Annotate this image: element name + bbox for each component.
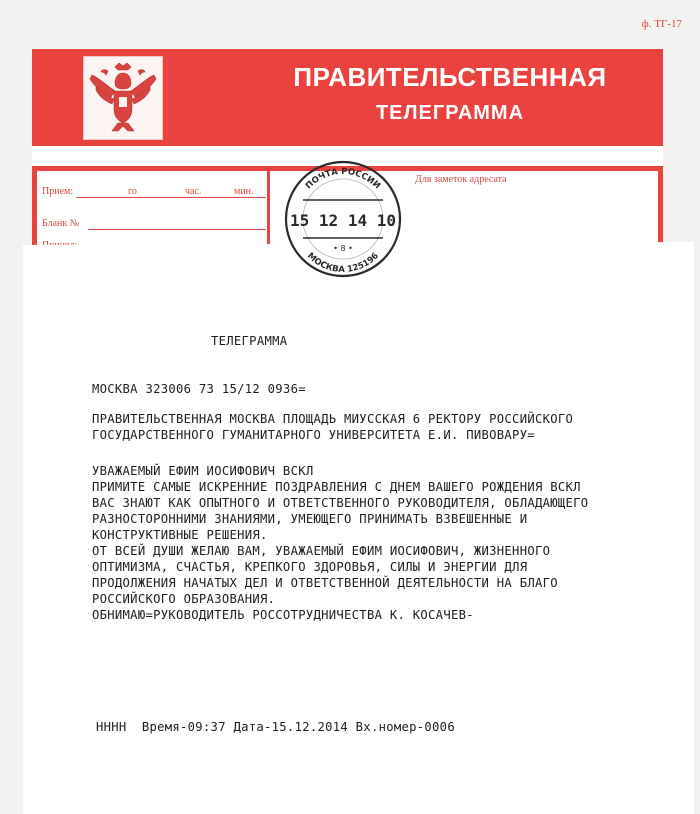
body-line: УВАЖАЕМЫЙ ЕФИМ ИОСИФОВИЧ ВСКЛ <box>92 464 314 478</box>
received-underline <box>76 197 266 198</box>
stamp-top-text: ПОЧТА РОССИИ <box>303 166 383 192</box>
received-hour-label: час. <box>185 186 202 197</box>
blank-underline <box>88 229 266 230</box>
body-line: ВАС ЗНАЮТ КАК ОПЫТНОГО И ОТВЕТСТВЕННОГО РУКОВОДИТЕЛЯ, ОБЛАДАЮЩЕГО <box>92 496 589 510</box>
body-line: РАЗНОСТОРОННИМИ ЗНАНИЯМИ, УМЕЮЩЕГО ПРИНИМАТЬ ВЗВЕШЕННЫЕ И <box>92 512 528 526</box>
address-line: ПРАВИТЕЛЬСТВЕННАЯ МОСКВА ПЛОЩАДЬ МИУССКАЯ 6 РЕКТОРУ РОССИЙСКОГО <box>92 412 574 426</box>
form-code: ф. ТГ-17 <box>641 18 682 30</box>
telegram-heading: ТЕЛЕГРАММА <box>211 334 288 348</box>
body-line: ПРОДОЛЖЕНИЯ НАЧАТЫХ ДЕЛ И ОТВЕТСТВЕННОЙ ДЕЯТЕЛЬНОСТИ НА БЛАГО <box>92 576 558 590</box>
form-title: ПРАВИТЕЛЬСТВЕННАЯ <box>293 62 607 92</box>
stamp-date: 15 12 14 10 <box>290 211 396 230</box>
body-line: КОНСТРУКТИВНЫЕ РЕШЕНИЯ. <box>92 528 268 542</box>
stamp-bottom-text: МОСКВА 125196 <box>305 251 381 276</box>
blank-number-label: Бланк № <box>42 218 80 229</box>
stamp-code: • 8 • <box>333 244 353 253</box>
body-line: ОПТИМИЗМА, СЧАСТЬЯ, КРЕПКОГО ЗДОРОВЬЯ, СИЛЫ И ЭНЕРГИИ ДЛЯ <box>92 560 528 574</box>
form-subtitle: ТЕЛЕГРАММА <box>375 102 525 124</box>
body-line: ПРИМИТЕ САМЫЕ ИСКРЕННИЕ ПОЗДРАВЛЕНИЯ С ДНЕМ ВАШЕГО РОЖДЕНИЯ ВСКЛ <box>92 480 581 494</box>
received-label: Прием: <box>42 186 74 197</box>
notes-label: Для заметок адресата <box>415 174 507 185</box>
body-line: ОБНИМАЮ=РУКОВОДИТЕЛЬ РОССОТРУДНИЧЕСТВА К. КОСАЧЕВ- <box>92 608 474 622</box>
double-headed-eagle-icon <box>84 57 162 139</box>
postmark-stamp <box>281 158 405 280</box>
telegram-footer: НННН Время-09:37 Дата-15.12.2014 Вх.номер-0006 <box>96 720 455 734</box>
coat-of-arms <box>83 56 163 140</box>
telegram-header-line: МОСКВА 323006 73 15/12 0936= <box>92 382 306 396</box>
body-line: РОССИЙСКОГО ОБРАЗОВАНИЯ. <box>92 592 276 606</box>
address-line: ГОСУДАРСТВЕННОГО ГУМАНИТАРНОГО УНИВЕРСИТЕТА Е.И. ПИВОВАРУ= <box>92 428 535 442</box>
received-day-label: го <box>128 186 137 197</box>
body-line: ОТ ВСЕЙ ДУШИ ЖЕЛАЮ ВАМ, УВАЖАЕМЫЙ ЕФИМ ИОСИФОВИЧ, ЖИЗНЕННОГО <box>92 544 551 558</box>
received-min-label: мин. <box>234 186 254 197</box>
